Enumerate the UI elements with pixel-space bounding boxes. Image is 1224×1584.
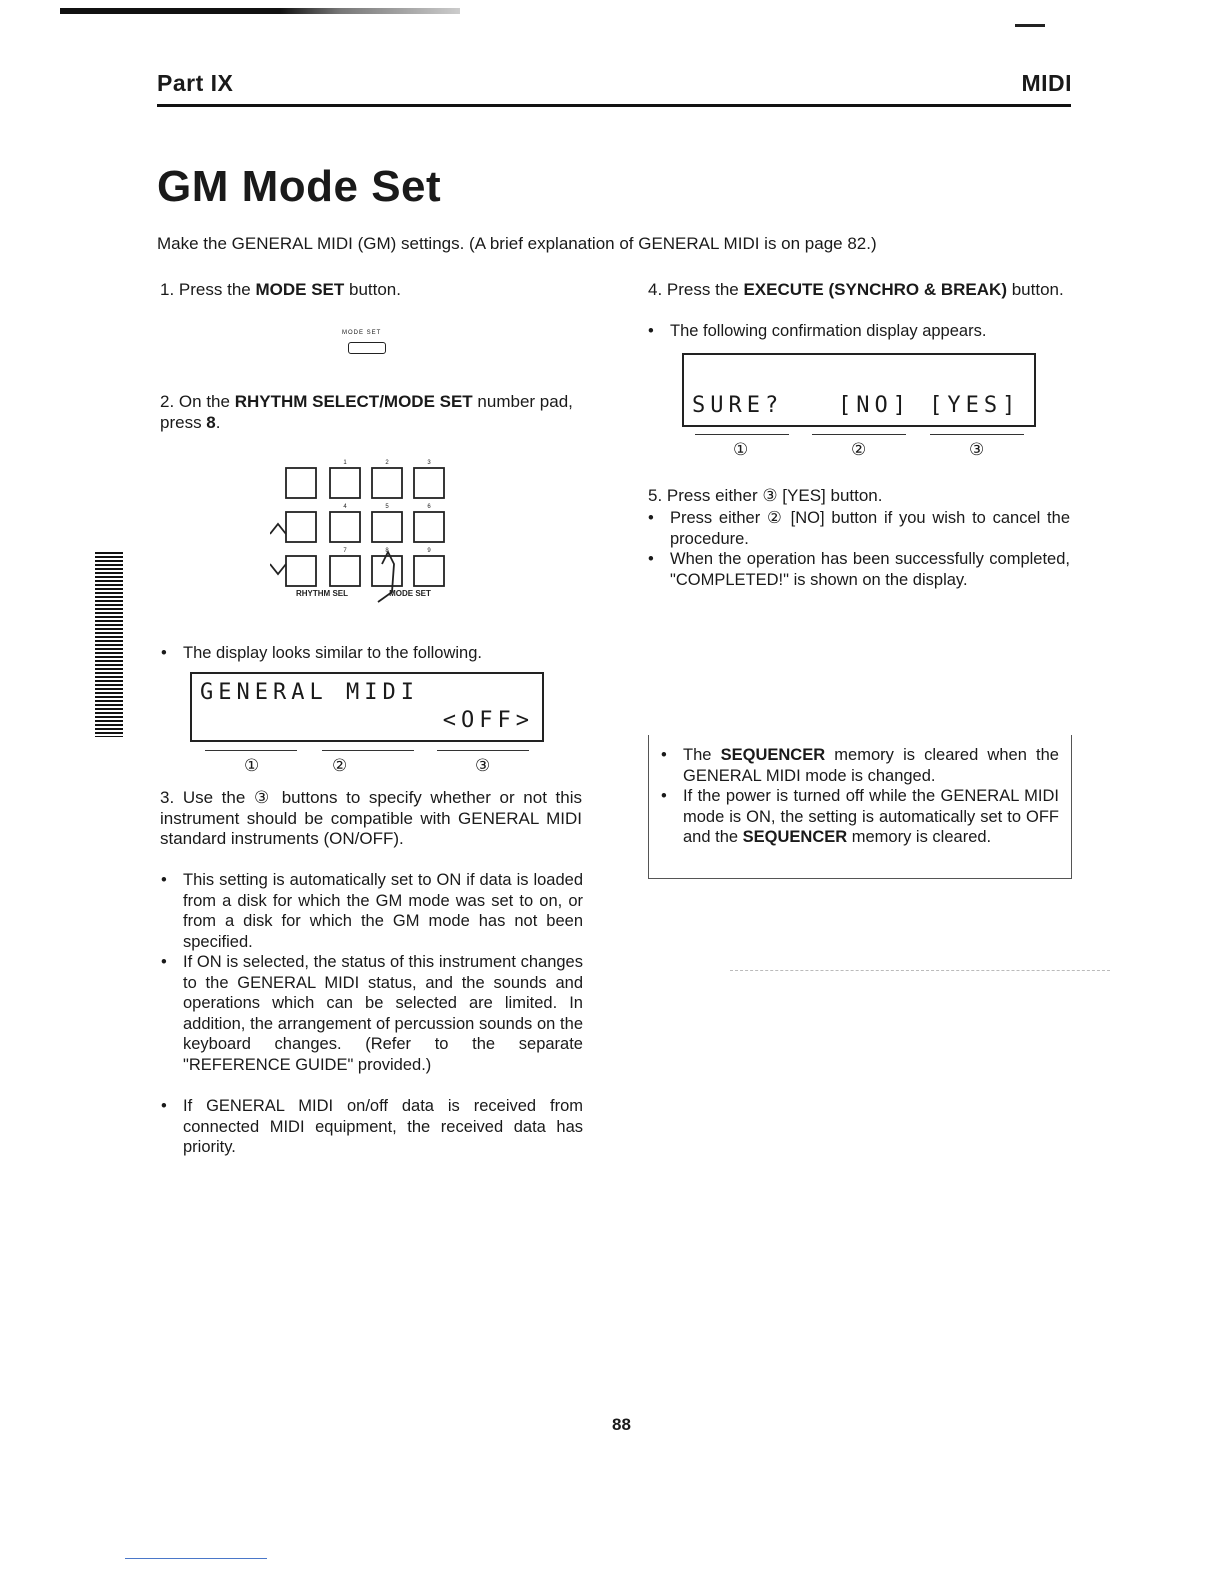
pad-key-2-label: 2 <box>385 460 389 466</box>
pad-key-5[interactable] <box>372 512 402 542</box>
scan-top-bar <box>60 8 460 14</box>
footer-line <box>125 1558 267 1559</box>
pad-key-5-label: 5 <box>385 504 389 510</box>
bullet-left-1: • This setting is automatically set to ON if data is loaded from a disk for which the GM mode was set to on, or from a disk for which the GM mode has not been specified. <box>183 870 583 952</box>
pad-key-2[interactable] <box>372 468 402 498</box>
section-label: MIDI <box>1021 70 1072 96</box>
button-group-2-line-2 <box>812 434 906 435</box>
step-1: 1. Press the MODE SET button. <box>160 280 401 299</box>
button-group-3-line-2 <box>930 434 1024 435</box>
button-group-2-line <box>322 750 414 751</box>
number-pad-diagram <box>270 452 460 642</box>
lcd-line-2: <OFF> <box>442 708 534 733</box>
marker-2-b: ② <box>851 440 867 459</box>
button-group-1-line <box>205 750 297 751</box>
pad-key-9-label: 9 <box>427 548 431 554</box>
pad-key-6-label: 6 <box>427 504 431 510</box>
bullet-right-2: • When the operation has been successfully completed, "COMPLETED!" is shown on the display. <box>670 549 1070 590</box>
step-2: 2. On the RHYTHM SELECT/MODE SET number pad, press 8. <box>160 392 573 432</box>
note-item-2: • If the power is turned off while the GENERAL MIDI mode is ON, the setting is automatically set to OFF and the SEQUENCER memory is cleared. <box>683 786 1059 848</box>
pad-key-9[interactable] <box>414 556 444 586</box>
up-arrow-icon <box>270 524 286 534</box>
button-group-3-line <box>437 750 529 751</box>
page-title: GM Mode Set <box>157 162 442 211</box>
pad-key-down[interactable] <box>286 556 316 586</box>
pad-key-left[interactable] <box>286 512 316 542</box>
mode-set-button-label: MODE SET <box>342 330 382 336</box>
lcd-confirmation <box>682 353 1036 427</box>
pad-key-7[interactable] <box>330 556 360 586</box>
mode-set-button[interactable] <box>348 342 386 354</box>
button-group-1-line-2 <box>695 434 789 435</box>
step-5: 5. Press either ③ [YES] button. <box>648 486 883 505</box>
pad-key-1-label: 1 <box>343 460 347 466</box>
step-4-bullet: • The following confirmation display appears. <box>670 321 1070 342</box>
step-3: 3. Use the ③ buttons to specify whether or not this instrument should be compatible with GENERAL MIDI standard instruments (ON/OFF). <box>160 788 582 848</box>
pad-key-8[interactable] <box>372 556 402 586</box>
bullet-left-2: • If ON is selected, the status of this instrument changes to the GENERAL MIDI status, and the sounds and operations which can be selected are limited. In addition, the arrangement of percussion sounds on the keyboard changes. (Refer to the separate "REFERENCE GUIDE" provided.) <box>183 952 583 1075</box>
part-label: Part IX <box>157 70 234 96</box>
marker-3-b: ③ <box>969 440 985 459</box>
pad-key-3-label: 3 <box>427 460 431 466</box>
scan-edge-barcode <box>95 552 123 737</box>
rhythm-select-label: RHYTHM SEL <box>296 589 348 598</box>
header-rule <box>157 104 1071 107</box>
marker-3: ③ <box>475 756 491 775</box>
mode-set-label: MODE SET <box>389 589 431 598</box>
down-arrow-icon <box>270 564 286 574</box>
pad-key-3[interactable] <box>414 468 444 498</box>
marker-1: ① <box>244 756 260 775</box>
lcd-confirm-text: SURE? [NO] [YES] <box>692 393 1021 418</box>
scan-mark <box>1015 24 1045 27</box>
marker-2: ② <box>332 756 348 775</box>
bullet-left-3: • If GENERAL MIDI on/off data is received from connected MIDI equipment, the received data has priority. <box>183 1096 583 1158</box>
scan-dashes <box>730 970 1110 971</box>
pad-key-8-label: 8 <box>385 548 389 554</box>
pad-key-7-label: 7 <box>343 548 347 554</box>
pad-key-4-label: 4 <box>343 504 347 510</box>
marker-1-b: ① <box>733 440 749 459</box>
step-4: 4. Press the EXECUTE (SYNCHRO & BREAK) button. <box>648 280 1064 299</box>
display-note: • The display looks similar to the following. <box>183 643 583 664</box>
pad-key-4[interactable] <box>330 512 360 542</box>
pad-key-6[interactable] <box>414 512 444 542</box>
number-pad <box>270 452 460 642</box>
lcd-line-1: GENERAL MIDI <box>200 680 419 705</box>
intro-text: Make the GENERAL MIDI (GM) settings. (A brief explanation of GENERAL MIDI is on page 82.) <box>157 234 877 253</box>
note-item-1: • The SEQUENCER memory is cleared when the GENERAL MIDI mode is changed. <box>683 745 1059 786</box>
pad-key-blank[interactable] <box>286 468 316 498</box>
page-number: 88 <box>612 1415 631 1434</box>
bullet-right-1: • Press either ② [NO] button if you wish to cancel the procedure. <box>670 508 1070 549</box>
lcd-general-midi <box>190 672 544 742</box>
pad-key-1[interactable] <box>330 468 360 498</box>
